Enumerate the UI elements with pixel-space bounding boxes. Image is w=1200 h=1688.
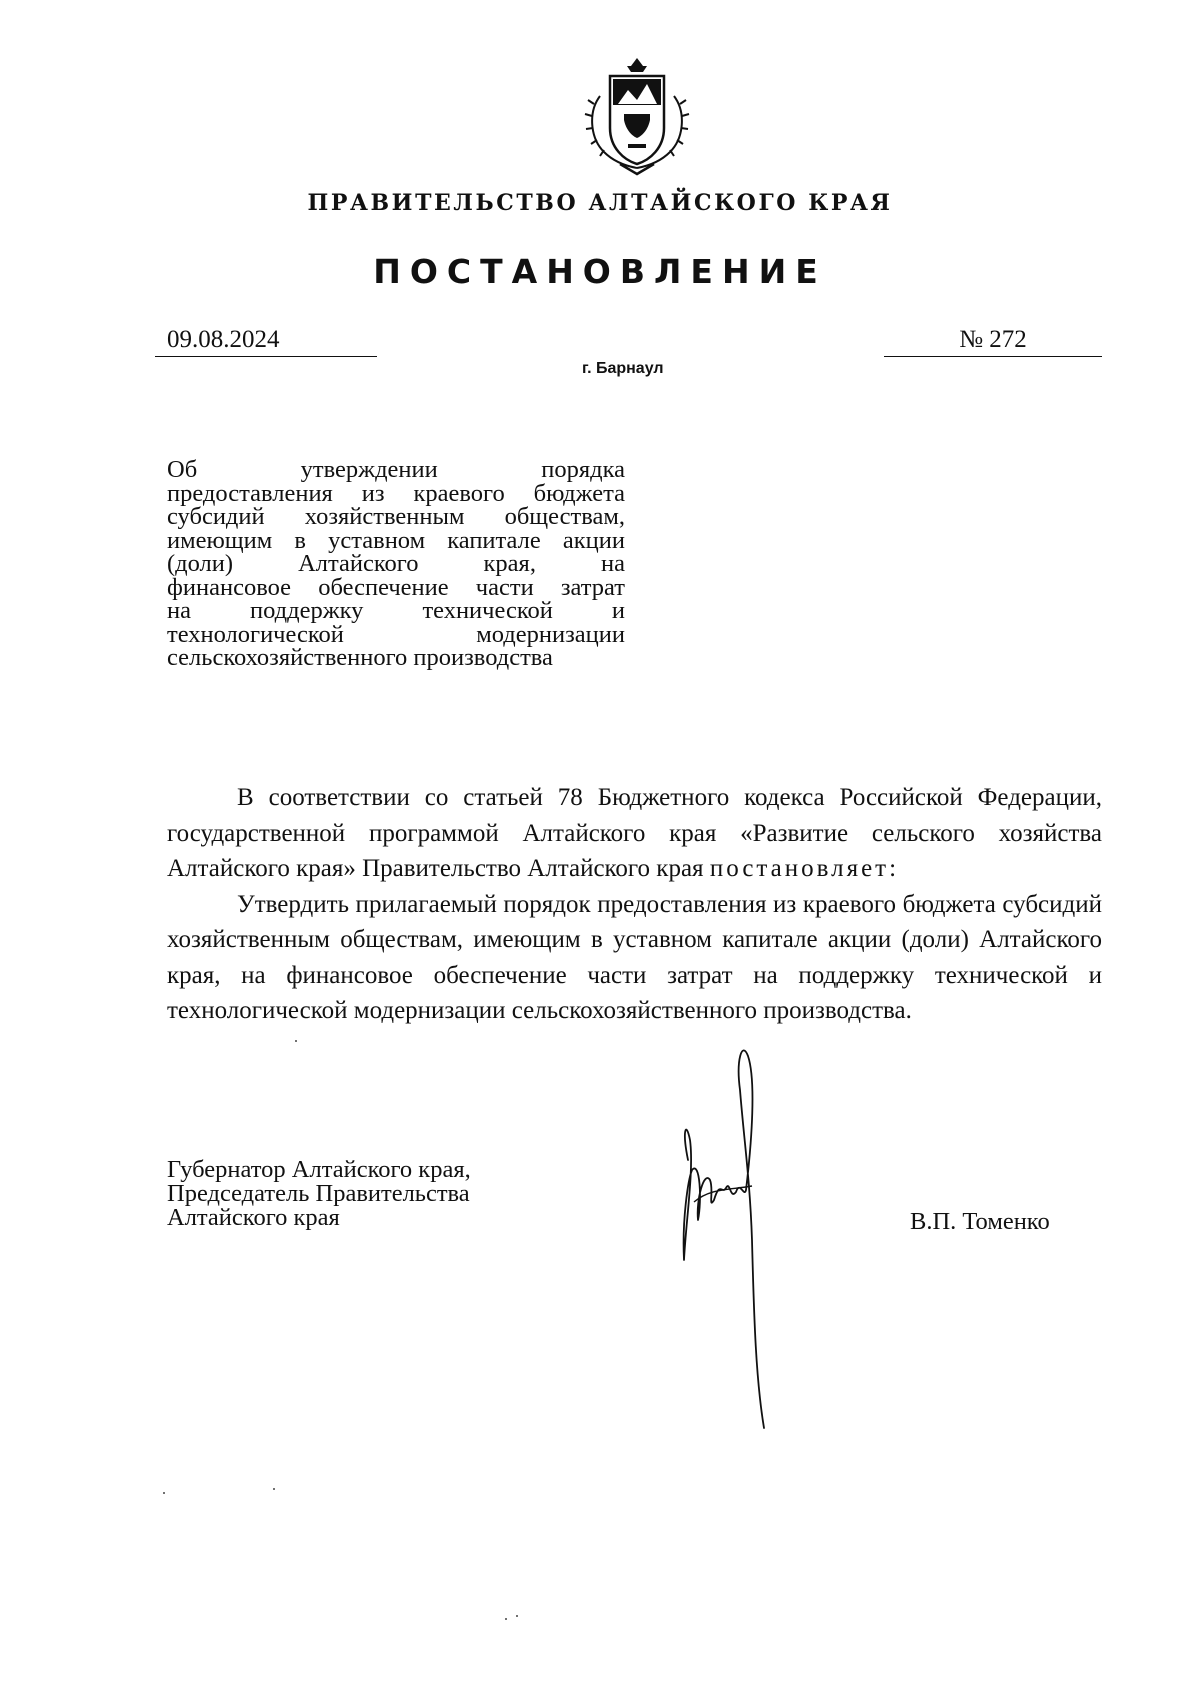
scan-speck: [295, 1040, 297, 1042]
resolution-verb: постановляет:: [709, 855, 900, 882]
subject-line: на поддержку технической и: [167, 597, 625, 624]
document-number: № 272: [884, 326, 1102, 357]
body-paragraph: Утвердить прилагаемый порядок предоставления из краевого бюджета субсидий хозяйственным обществам, имеющим в уставном капитале акции (доли) Алтайского края, на финансовое обеспечение части затрат на поддержку технической и технологической модернизации сельскохозяйственного производства.: [167, 890, 1102, 1024]
signatory-title-line: Председатель Правительства: [167, 1180, 470, 1207]
scan-speck: [163, 1492, 165, 1494]
coat-of-arms-emblem: [580, 52, 694, 176]
subject-line: имеющим в уставном капитале акции: [167, 526, 625, 554]
document-type-title: ПОСТАНОВЛЕНИЕ: [373, 252, 827, 291]
document-city: г. Барнаул: [582, 360, 664, 377]
organization-title: ПРАВИТЕЛЬСТВО АЛТАЙСКОГО КРАЯ: [307, 190, 893, 216]
signatory-title-line: Алтайского края: [167, 1204, 340, 1231]
subject-line: Об утверждении порядка: [167, 456, 625, 483]
scan-speck: [516, 1615, 518, 1617]
subject-line: технологической модернизации: [167, 620, 625, 648]
signatory-title-line: Губернатор Алтайского края,: [167, 1156, 471, 1183]
document-subject: [167, 458, 625, 670]
subject-line: финансовое обеспечение части затрат: [167, 573, 625, 601]
document-body: [167, 780, 1102, 1029]
subject-line: (доли) Алтайского края, на: [167, 550, 625, 577]
body-paragraph-text: В соответствии со статьей 78 Бюджетного кодекса Российской Федерации, государственной программой Алтайского края «Развитие сельского хозяйства Алтайского края» Правительство Алтайского края: [167, 784, 1102, 882]
body-paragraph: [167, 780, 1102, 887]
subject-line: субсидий хозяйственным обществам,: [167, 503, 625, 530]
signatory-title: [167, 1158, 587, 1230]
signatory-name: В.П. Томенко: [910, 1208, 1050, 1235]
subject-line: предоставления из краевого бюджета: [167, 479, 625, 507]
document-date: 09.08.2024: [155, 326, 377, 357]
scan-speck: [505, 1618, 507, 1620]
scan-speck: [273, 1488, 275, 1490]
handwritten-signature: [660, 1020, 830, 1440]
subject-line: сельскохозяйственного производства: [167, 644, 553, 671]
